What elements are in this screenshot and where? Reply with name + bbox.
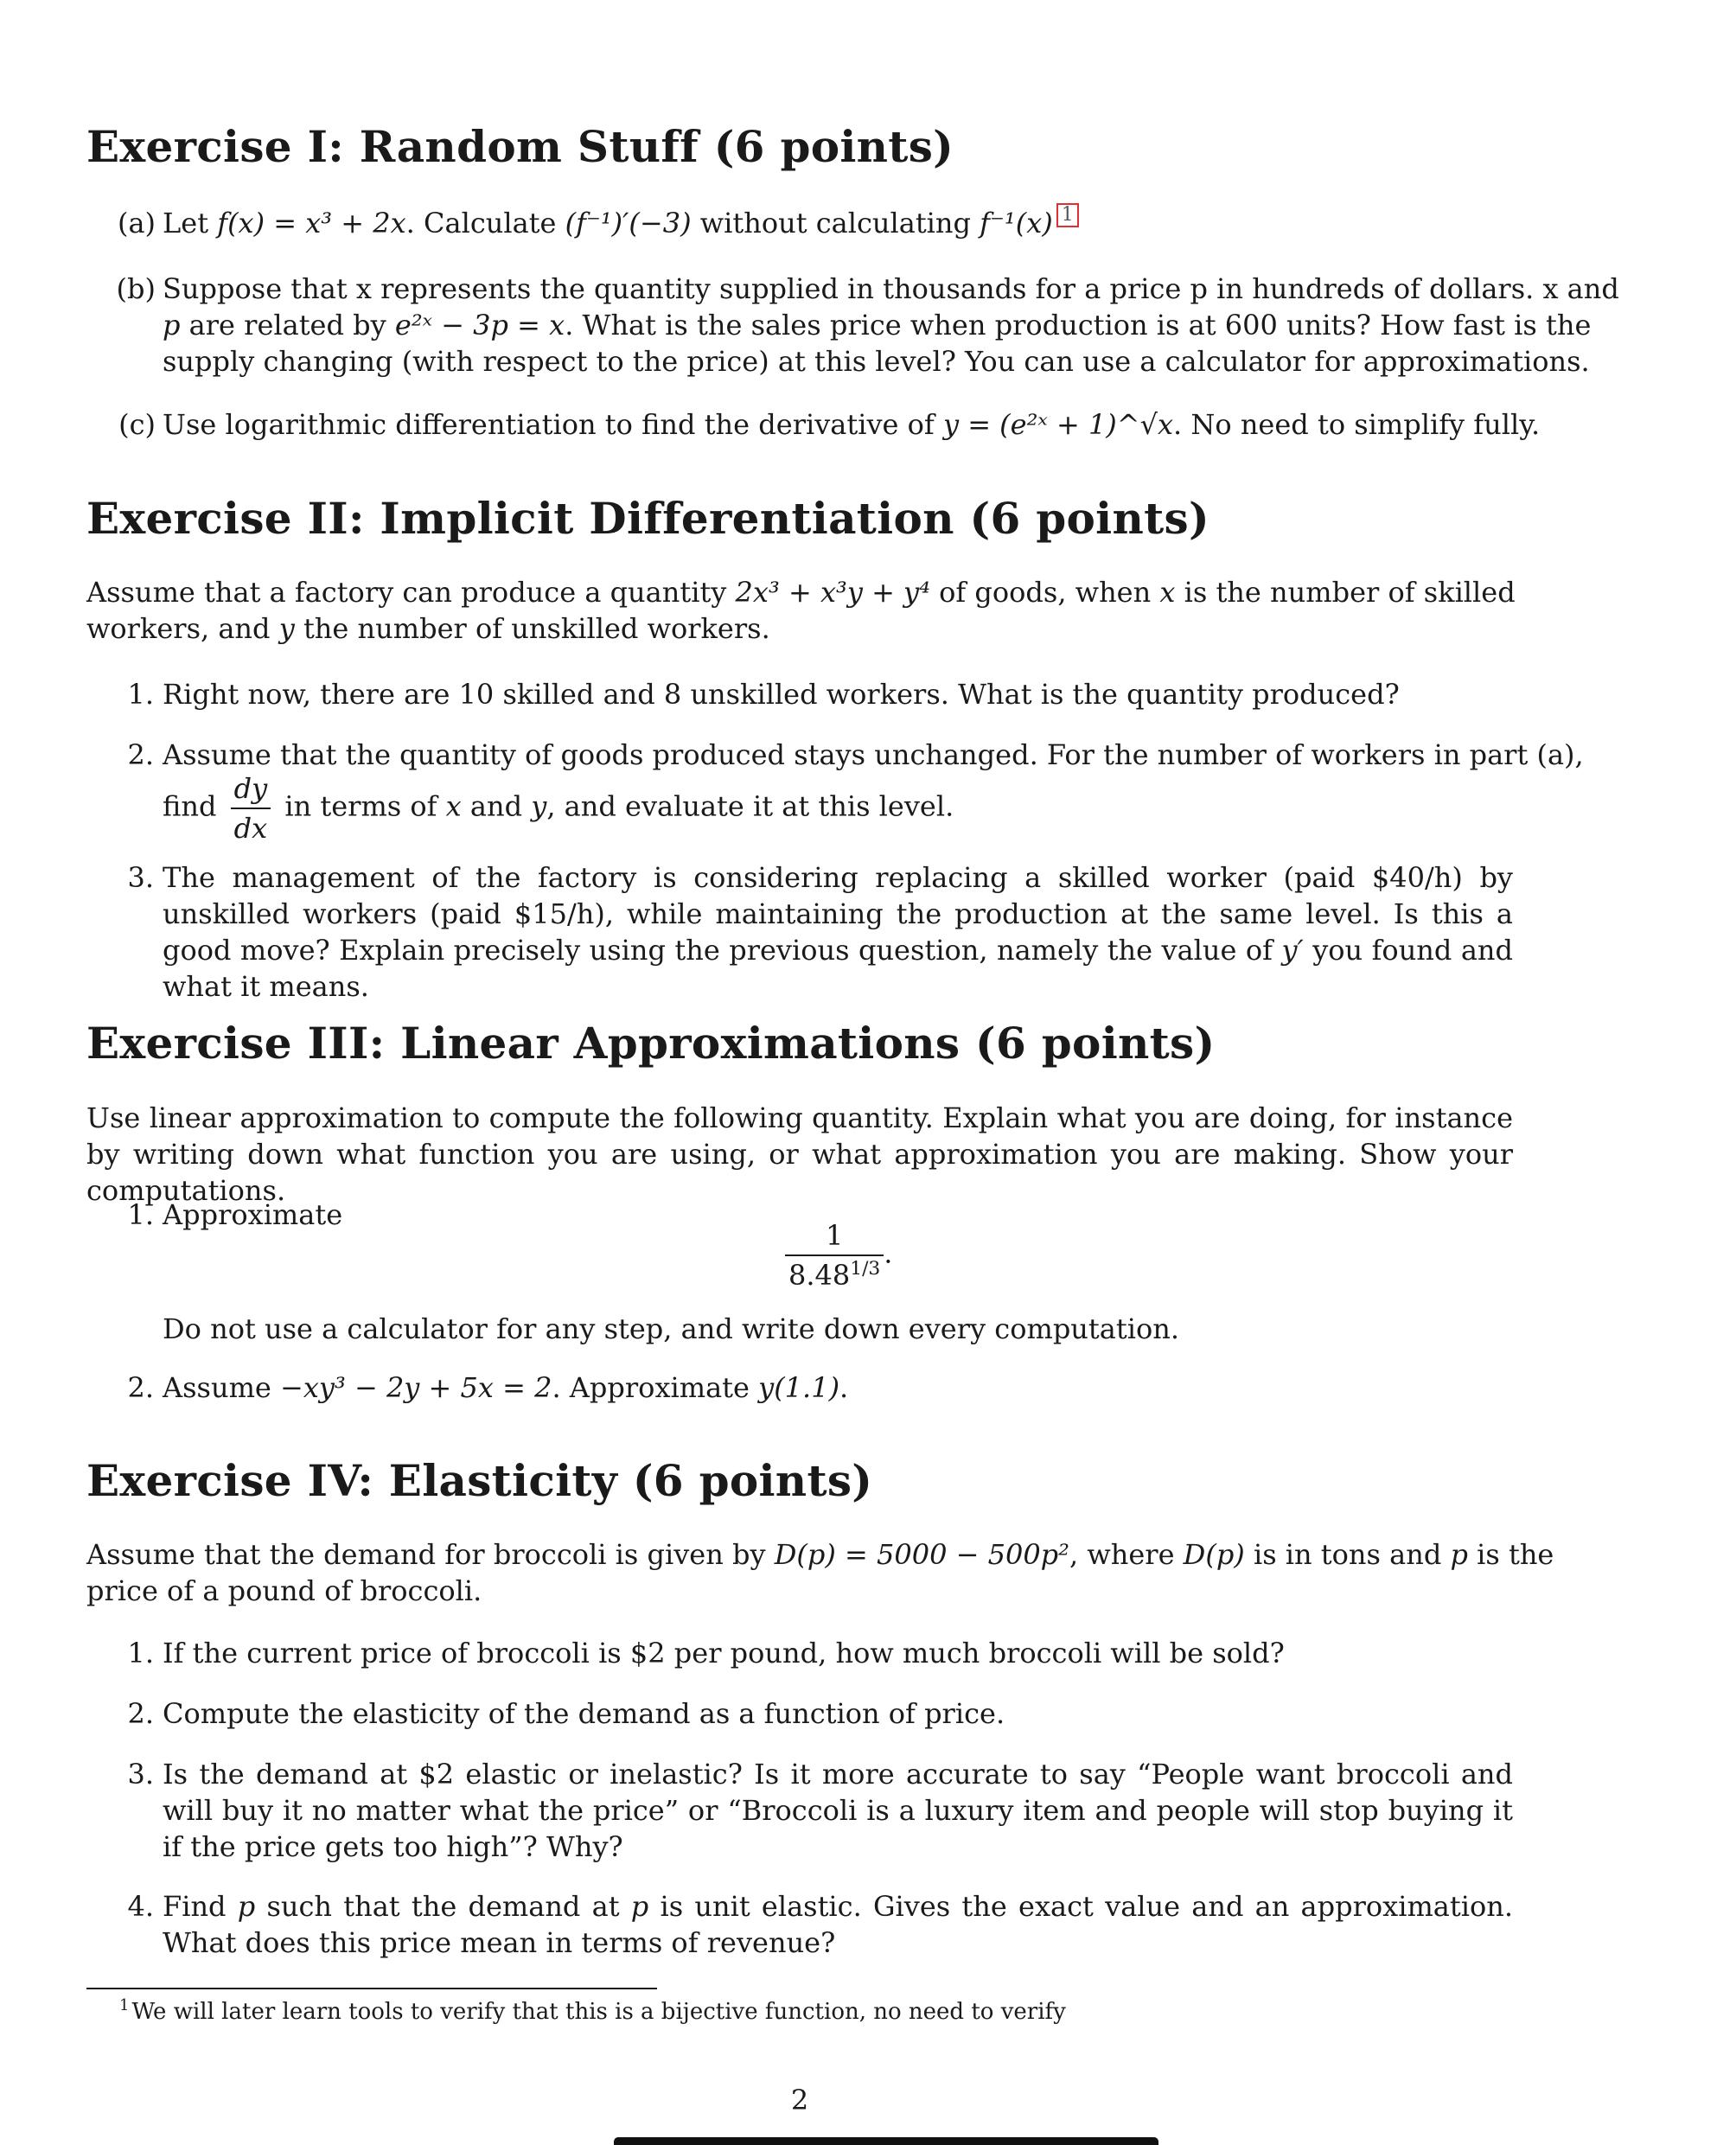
math-p: p — [630, 1890, 649, 1923]
frac-den-exp: 1/3 — [850, 1258, 881, 1280]
math-x: x — [445, 789, 462, 823]
ex1-part-a — [117, 204, 1513, 241]
frac-den-base: 8.48 — [788, 1259, 851, 1292]
item-label: 2. — [127, 738, 154, 771]
exercise-1-title: Exercise I: Random Stuff (6 points) — [86, 121, 954, 172]
text: are related by — [180, 309, 395, 342]
item-label: 4. — [127, 1890, 154, 1923]
math-y-at: y(1.1) — [758, 1371, 840, 1404]
exercise-2-title: Exercise II: Implicit Differentiation (6 points) — [86, 493, 1209, 544]
math-finv-deriv: (f⁻¹)′(−3) — [565, 207, 692, 239]
text: the number of unskilled workers. — [294, 612, 770, 645]
math-p: p — [163, 309, 181, 342]
text: . What is the sales price when production is at 600 units? How fast is the — [565, 309, 1592, 342]
item-label: 1. — [127, 1198, 154, 1231]
math-y: y — [278, 612, 295, 645]
footnote-rule — [86, 1988, 657, 1989]
item-label: 1. — [127, 678, 154, 711]
text-line: supply changing (with respect to the price) at this level? You can use a calculator for approximations. — [163, 345, 1590, 378]
text: , where — [1069, 1538, 1184, 1571]
item-text: Compute the elasticity of the demand as a function of price. — [163, 1697, 1005, 1730]
ex4-item-2 — [127, 1695, 1513, 1732]
ex4-item-4 — [127, 1888, 1514, 1961]
text: is in tons and — [1244, 1538, 1451, 1571]
text: Find — [163, 1890, 238, 1923]
item-text: Right now, there are 10 skilled and 8 unskilled workers. What is the quantity produced? — [163, 678, 1400, 711]
item-text: Is the demand at $2 elastic or inelastic? Is it more accurate to say “People want broccoli and will buy it no matter what the price” or “Broccoli is a luxury item and people will stop buying it if the price gets too high”? Why? — [163, 1758, 1513, 1863]
item-text: Approximate — [163, 1198, 343, 1231]
math-p: p — [237, 1890, 256, 1923]
math-relation: e²ˣ − 3p = x — [394, 309, 565, 342]
text: workers, and — [86, 612, 279, 645]
text: , and evaluate it at this level. — [546, 789, 954, 823]
dy-dx-fraction — [231, 772, 271, 845]
item-label: 1. — [127, 1637, 154, 1669]
ex1-part-c — [118, 406, 1541, 443]
math-finv: f⁻¹(x) — [980, 207, 1053, 239]
ex4-intro — [86, 1536, 1554, 1609]
item-label: 2. — [127, 1371, 154, 1404]
frac-num: 1 — [785, 1222, 884, 1256]
math-quantity: 2x³ + x³y + y⁴ — [735, 576, 930, 609]
text: . Calculate — [405, 207, 565, 239]
exercise-3-title: Exercise III: Linear Approximations (6 points) — [86, 1018, 1216, 1069]
text: Use logarithmic differentiation to find the derivative of — [163, 408, 943, 441]
text-line: price of a pound of broccoli. — [86, 1574, 482, 1607]
ex2-item-3 — [127, 859, 1514, 1005]
footnote-ref-link[interactable]: 1 — [1056, 203, 1079, 227]
exercise-4-title: Exercise IV: Elasticity (6 points) — [86, 1455, 873, 1506]
text: is the — [1467, 1538, 1554, 1571]
footnote-text: We will later learn tools to verify that this is a bijective function, no need to verify — [131, 1999, 1066, 2025]
item-label: (c) — [118, 408, 156, 441]
frac-num: dy — [231, 775, 271, 809]
text: without calculating — [691, 207, 980, 239]
text: is the number of skilled — [1175, 576, 1516, 609]
ex3-intro: Use linear approximation to compute the following quantity. Explain what you are doing, for instance by writing down what function you are using, or what approximation you are making. Show your computations. — [86, 1101, 1513, 1207]
ex2-item-1 — [127, 676, 1513, 712]
ex2-intro — [86, 574, 1516, 647]
text: Let — [163, 207, 218, 239]
text: The management of the factory is considering replacing a skilled worker (paid $40/h) by unskilled workers (paid $15/h), while maintaining the production at the same level. Is this a good move? Explain precisely using the previous question, namely the value of — [163, 861, 1513, 967]
text: Assume — [163, 1371, 281, 1404]
math-demand: D(p) = 5000 − 500p² — [774, 1538, 1069, 1571]
text: and — [461, 789, 532, 823]
text: . — [839, 1371, 849, 1404]
item-label: 3. — [127, 1758, 154, 1791]
text: Assume that a factory can produce a quantity — [86, 576, 736, 609]
text-line: Assume that the quantity of goods produced stays unchanged. For the number of workers in part (a), — [163, 738, 1584, 771]
math-x: x — [1159, 576, 1176, 609]
text: . Approximate — [552, 1371, 759, 1404]
frac-den: dx — [233, 812, 268, 845]
text: of goods, when — [929, 576, 1160, 609]
ex3-item-2 — [127, 1369, 1513, 1406]
text: is unit elastic. Gives the exact value and an approximation. What does this price mean in terms of revenue? — [163, 1890, 1514, 1959]
math-c-func: y = (e²ˣ + 1)^√x — [942, 408, 1174, 441]
text: Assume that the demand for broccoli is given by — [86, 1538, 775, 1571]
ex4-item-1 — [127, 1635, 1513, 1671]
text: such that the demand at — [255, 1890, 631, 1923]
math-f-def: f(x) = x³ + 2x — [217, 207, 406, 239]
display-fraction: $\frac{1}{8.48^{1/3}}$ . — [785, 1222, 892, 1289]
item-label: 3. — [127, 861, 154, 894]
item-note: Do not use a calculator for any step, and write down every computation. — [163, 1312, 1179, 1345]
item-label: (b) — [116, 272, 156, 305]
ex1-part-b — [116, 271, 1619, 380]
item-label: 2. — [127, 1697, 154, 1730]
item-text: If the current price of broccoli is $2 per pound, how much broccoli will be sold? — [163, 1637, 1285, 1669]
math-Dp: D(p) — [1183, 1538, 1245, 1571]
math-y: y — [531, 789, 547, 823]
text: . No need to simplify fully. — [1173, 408, 1541, 441]
text-line: Suppose that x represents the quantity supplied in thousands for a price p in hundreds of dollars. x and — [163, 272, 1619, 305]
text: find — [163, 789, 217, 823]
math-p: p — [1450, 1538, 1468, 1571]
text: in terms of — [276, 789, 446, 823]
ex4-item-3 — [127, 1756, 1513, 1865]
math-ex3-eq: −xy³ − 2y + 5x = 2 — [280, 1371, 552, 1404]
footnote-mark: 1 — [119, 1996, 130, 2014]
home-indicator[interactable] — [614, 2137, 1158, 2145]
item-label: (a) — [117, 207, 156, 239]
text: you found and what it means. — [163, 934, 1514, 1003]
page-number: 2 — [790, 2084, 809, 2116]
ex2-item-2 — [127, 737, 1584, 845]
math-yprime: y′ — [1281, 934, 1304, 967]
footnote — [119, 1997, 1066, 2029]
ex3-item-1-note — [163, 1311, 1513, 1347]
